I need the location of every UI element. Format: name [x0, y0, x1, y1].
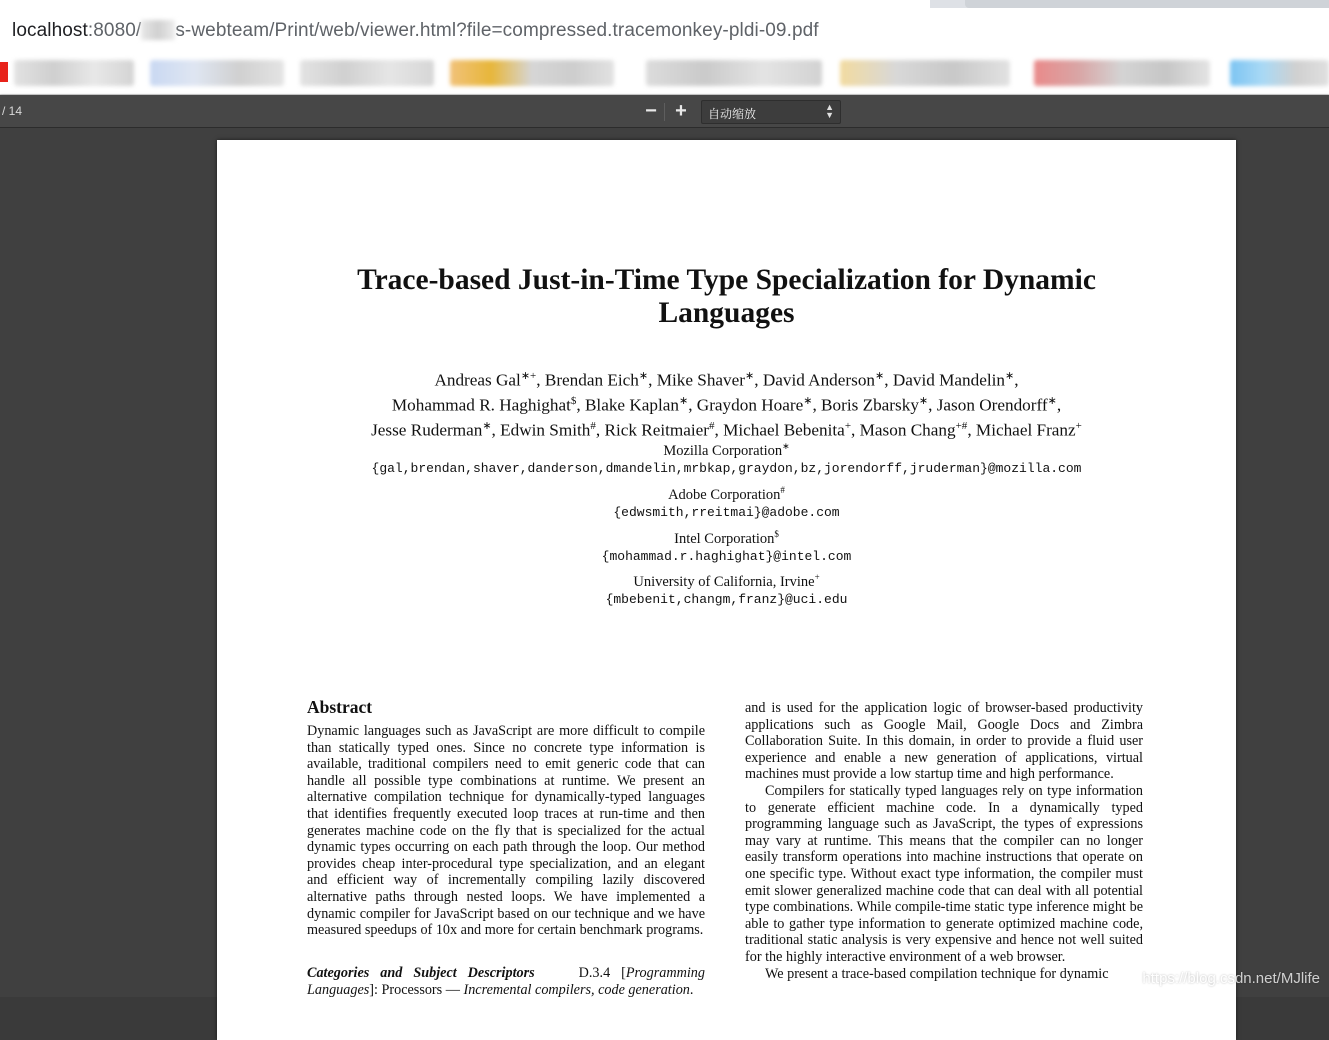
author-mark: $ [570, 395, 577, 408]
redacted-segment [141, 20, 175, 40]
affiliation-org: Mozilla Corporation [663, 442, 783, 459]
body-paragraph: and is used for the application logic of browser-based productivity applications such as Google Mail, Google Docs and Zimbra Collaboration Suite. In this domain, in order to provide a fluid user experience and enable a new generation of applications, virtual machines must provide a low startup time and high performance. [745, 700, 1143, 783]
abstract-text: Dynamic languages such as JavaScript are more difficult to compile than statically typed ones. Since no concrete type information is available, traditional compilers need to emit generic code that can handle all possible type combinations at runtime. We present an alternative compilation technique for dynamically-typed languages that identifies frequently executed loop traces at run-time and then generates machine code on the fly that is specialized for the actual dynamic types occurring on each path through the loop. Our method provides cheap inter-procedural type specialization, and an elegant and efficient way of incrementally compiling lazily discovered alternative paths through nested loops. We have implemented a dynamic compiler for JavaScript based on our technique and we have measured speedups of 10x and more for certain benchmark programs. [307, 723, 705, 939]
categories-subtopic: Incremental compilers, code generation [463, 981, 690, 998]
author-mark: ∗ [1005, 370, 1015, 382]
right-column [745, 700, 1143, 982]
affiliation-mark: # [780, 485, 785, 495]
categories-block [307, 965, 705, 998]
pdf-toolbar [0, 95, 1329, 128]
body-paragraph: Compilers for statically typed languages rely on type information to generate efficient machine code. In a dynamically typed programming language such as JavaScript, the types of expressions may vary at runtime. This means that the compiler can no longer easily transform operations into machine instructions that operate on one specific type. Without exact type information, the compiler must emit slower generalized machine code that can deal with all potential type combinations. While compile-time static type inference might be able to gather type information to generate optimized machine code, traditional static analysis is very expensive and hence not well suited for the highly interactive environment of a web browser. [745, 782, 1143, 965]
author-name: Edwin Smith [500, 421, 591, 441]
tab-strip [0, 0, 1329, 8]
author-mark: ∗ [803, 395, 813, 408]
author-name: Blake Kaplan [584, 395, 679, 415]
author-mark: ∗ [482, 420, 492, 433]
author-name: Mason Chang [859, 421, 956, 441]
scale-value: 自动缩放 [708, 107, 757, 121]
inactive-tab[interactable] [965, 0, 1329, 8]
categories-mid: ]: Processors — [369, 981, 464, 998]
active-tab[interactable] [0, 0, 930, 8]
author-mark: ∗ [638, 370, 649, 382]
body-paragraph: We present a trace-based compilation technique for dynamic [765, 965, 1109, 982]
author-mark: + [844, 420, 852, 433]
author-separator: , [536, 370, 545, 390]
author-line [217, 391, 1236, 416]
author-name: Michael Bebenita [723, 421, 845, 441]
affiliation-email: {mbebenit,changm,franz}@uci.edu [605, 592, 848, 608]
bookmark-item[interactable] [1034, 60, 1210, 86]
author-name: David Anderson [762, 370, 876, 390]
zoom-in-button[interactable]: + [675, 100, 687, 122]
author-mark: +# [955, 420, 968, 433]
author-mark: ∗+ [520, 370, 537, 382]
paper-title [217, 264, 1236, 330]
affiliation [217, 482, 1236, 522]
affiliation [217, 438, 1236, 478]
address-bar[interactable] [0, 8, 1329, 52]
author-separator: , [928, 395, 937, 415]
author-name: Andreas Gal [434, 370, 521, 390]
affiliation-email: {gal,brendan,shaver,danderson,dmandelin,mrbkap,graydon,bz,jorendorff,jruderman}@mozilla.com [371, 461, 1082, 477]
author-name: Brendan Eich [544, 370, 639, 390]
affiliation-org: Intel Corporation [674, 530, 775, 547]
affiliation-mark: ∗ [782, 441, 790, 451]
author-separator: , [688, 395, 697, 415]
author-separator: , [648, 370, 657, 390]
url-port: :8080/ [87, 20, 142, 41]
zoom-divider [664, 103, 665, 121]
author-separator: , [1056, 395, 1062, 415]
author-separator: , [851, 421, 860, 441]
author-name: Jesse Ruderman [371, 421, 483, 441]
url-path: s-webteam/Print/web/viewer.html?file=compressed.tracemonkey-pldi-09.pdf [175, 20, 819, 41]
author-list [217, 366, 1236, 442]
title-line: Trace-based Just-in-Time Type Specialization for Dynamic [357, 264, 1096, 296]
affiliation-org: University of California, Irvine [633, 573, 815, 590]
author-separator: , [595, 421, 605, 441]
author-separator: , [884, 370, 893, 390]
author-name: Boris Zbarsky [821, 395, 919, 415]
author-mark: ∗ [745, 370, 755, 382]
author-separator: , [491, 421, 501, 441]
affiliation-email: {edwsmith,rreitmai}@adobe.com [613, 505, 840, 521]
author-name: David Mandelin [892, 370, 1006, 390]
bookmarks-bar [0, 52, 1329, 95]
categories-code: D.3.4 [ [578, 965, 626, 981]
author-mark: # [590, 420, 596, 433]
categories-topic: Programming Languages [307, 965, 705, 998]
author-name: Jason Orendorff [936, 395, 1048, 415]
author-separator: , [576, 395, 585, 415]
scale-select[interactable] [701, 100, 841, 124]
abstract-heading: Abstract [307, 697, 373, 717]
affiliation-mark: + [814, 572, 820, 582]
author-mark: ∗ [918, 395, 929, 408]
bookmark-item[interactable] [150, 60, 284, 86]
bookmark-item[interactable] [1230, 60, 1329, 86]
affiliation-org: Adobe Corporation [668, 486, 781, 503]
title-line: Languages [658, 297, 795, 329]
url-host: localhost [12, 20, 88, 41]
author-name: Mike Shaver [656, 370, 746, 390]
affiliation-email: {mohammad.r.haghighat}@intel.com [601, 549, 852, 565]
abstract-column [307, 723, 705, 939]
url-text[interactable] [12, 20, 819, 42]
categories-label: Categories and Subject Descriptors [307, 965, 535, 981]
author-mark: # [709, 420, 715, 433]
affiliation [217, 526, 1236, 566]
page-count: / 14 [2, 104, 23, 118]
author-name: Rick Reitmaier [604, 421, 710, 441]
author-separator: , [1014, 370, 1019, 390]
bookmark-item[interactable] [646, 60, 822, 86]
bookmark-item[interactable] [840, 60, 1010, 86]
categories-end: . [689, 981, 694, 998]
author-separator: , [812, 395, 822, 415]
affiliation [217, 569, 1236, 609]
author-separator: , [967, 421, 976, 441]
author-mark: + [1075, 420, 1082, 433]
viewer-container[interactable] [0, 128, 1329, 997]
bookmark-item[interactable] [450, 60, 614, 86]
zoom-out-button[interactable]: − [645, 100, 657, 122]
author-name: Michael Franz [975, 421, 1076, 441]
bookmark-item[interactable] [14, 60, 134, 86]
author-separator: , [714, 421, 724, 441]
affiliation-mark: $ [774, 529, 779, 539]
author-mark: ∗ [875, 370, 885, 382]
author-separator: , [754, 370, 763, 390]
bookmark-favicon [0, 62, 8, 82]
author-name: Graydon Hoare [696, 395, 804, 415]
author-name: Mohammad R. Haghighat [391, 395, 571, 415]
bookmark-item[interactable] [300, 60, 434, 86]
author-mark: ∗ [678, 395, 689, 408]
select-arrows-icon: ▲ ▼ [825, 102, 834, 120]
watermark-text: https://blog.csdn.net/MJlife [1142, 970, 1320, 987]
pdf-page [217, 140, 1236, 1040]
author-line [217, 366, 1236, 391]
author-mark: ∗ [1047, 395, 1057, 408]
